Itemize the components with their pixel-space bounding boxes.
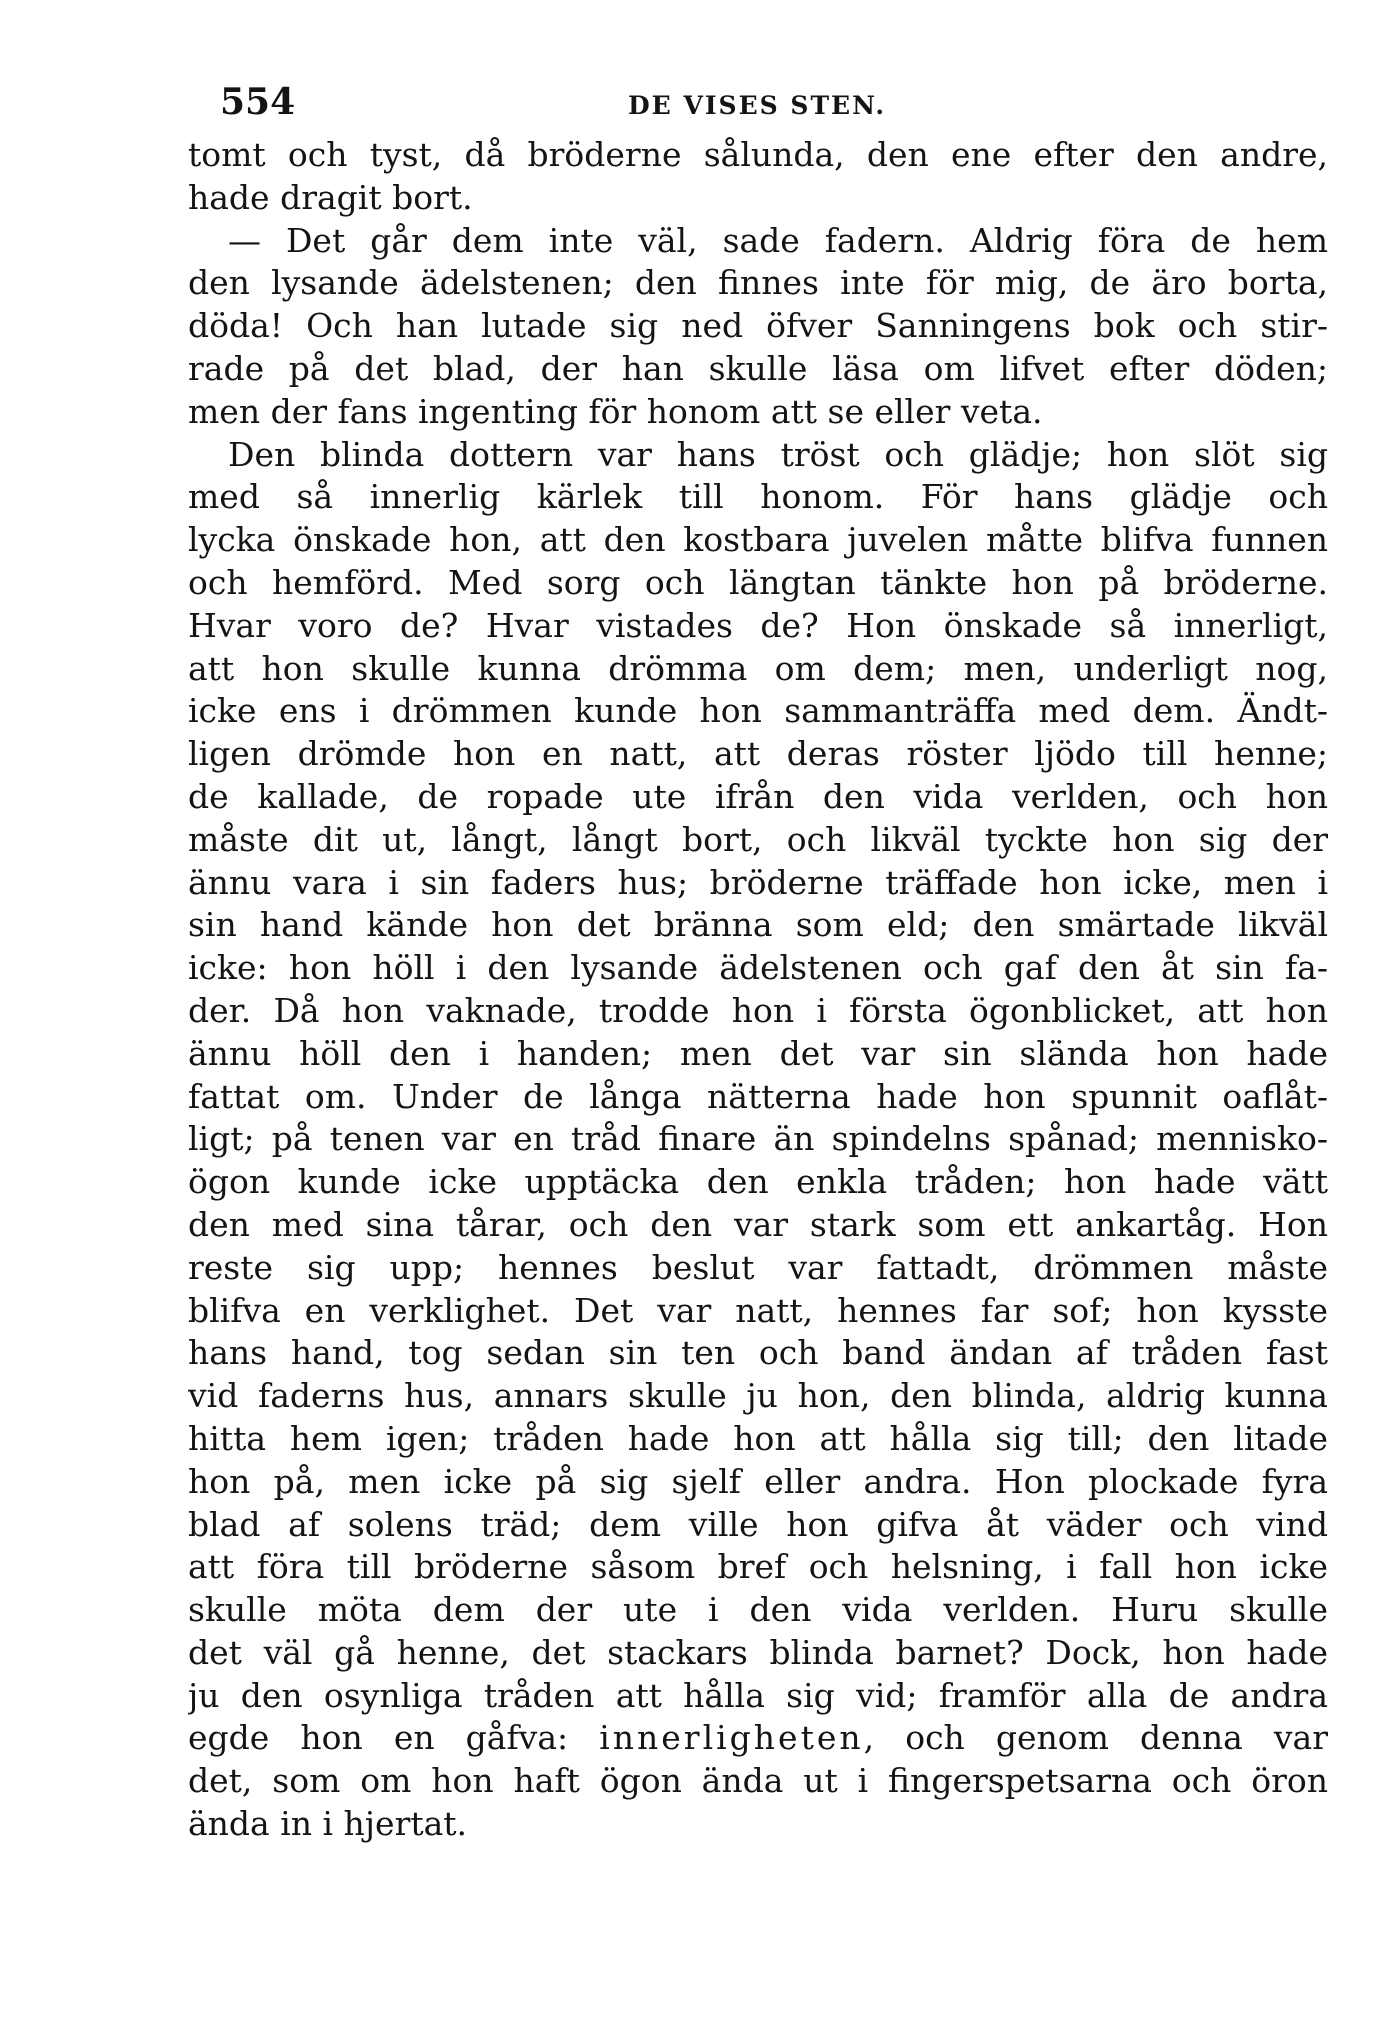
text-line: hitta hem igen; tråden hade hon att hålla sig till; den litade	[188, 1418, 1328, 1458]
text-line: det, som om hon haft ögon ända ut i fingerspetsarna och öron	[188, 1761, 1328, 1801]
text-line: ännu höll den i handen; men det var sin slända hon hade	[188, 1033, 1328, 1073]
text-line: ända in i hjertat.	[188, 1804, 468, 1844]
text-line: ligen drömde hon en natt, att deras röster ljödo till henne;	[188, 734, 1328, 774]
text-fragment: , och genom denna var	[863, 1718, 1328, 1758]
text-line: det väl gå henne, det stackars blinda barnet? Dock, hon hade	[188, 1632, 1328, 1672]
text-line: reste sig upp; hennes beslut var fattadt, drömmen måste	[188, 1247, 1328, 1287]
text-line: hon på, men icke på sig sjelf eller andra. Hon plockade fyra	[188, 1461, 1328, 1501]
text-line: der. Då hon vaknade, trodde hon i första ögonblicket, att hon	[188, 990, 1328, 1030]
text-line: och hemförd. Med sorg och längtan tänkte hon på bröderne.	[188, 562, 1328, 602]
text-line: lycka önskade hon, att den kostbara juvelen måtte blifva funnen	[188, 520, 1328, 560]
text-line: Hvar voro de? Hvar vistades de? Hon önskade så innerligt,	[188, 605, 1328, 645]
text-line: blad af solens träd; dem ville hon gifva åt väder och vind	[188, 1504, 1328, 1544]
text-line: icke ens i drömmen kunde hon sammanträffa med dem. Ändt-	[188, 691, 1328, 731]
book-page	[188, 72, 1328, 1844]
page-number: 554	[220, 81, 296, 123]
text-line: sin hand kände hon det bränna som eld; den smärtade likväl	[188, 905, 1328, 945]
text-line: tomt och tyst, då bröderne sålunda, den ene efter den andre,	[188, 135, 1328, 174]
text-line: men der fans ingenting för honom att se eller veta.	[188, 391, 1043, 431]
text-line: hade dragit bort.	[188, 177, 473, 217]
text-line: fattat om. Under de långa nätterna hade hon spunnit oaflåt-	[188, 1076, 1328, 1116]
text-line: de kallade, de ropade ute ifrån den vida verlden, och hon	[188, 776, 1328, 816]
text-line: rade på det blad, der han skulle läsa om lifvet efter döden;	[188, 348, 1328, 388]
text-line: med så innerlig kärlek till honom. För hans glädje och	[188, 477, 1328, 517]
text-line	[188, 1717, 1328, 1760]
text-line: skulle möta dem der ute i den vida verlden. Huru skulle	[188, 1590, 1328, 1630]
running-head	[188, 72, 1328, 132]
body-text	[188, 134, 1328, 1846]
text-line: den med sina tårar, och den var stark som ett ankartåg. Hon	[188, 1204, 1328, 1244]
text-fragment: egde hon en gåfva:	[188, 1718, 600, 1758]
text-line: döda! Och han lutade sig ned öfver Sanningens bok och stir-	[188, 306, 1328, 346]
text-line: vid faderns hus, annars skulle ju hon, den blinda, aldrig kunna	[188, 1376, 1328, 1416]
text-line: — Det går dem inte väl, sade fadern. Aldrig föra de hem	[228, 220, 1328, 260]
text-line: ligt; på tenen var en tråd finare än spindelns spånad; mennisko-	[188, 1119, 1328, 1159]
text-line: ögon kunde icke upptäcka den enkla tråden; hon hade vätt	[188, 1162, 1328, 1202]
text-line: måste dit ut, långt, långt bort, och likväl tyckte hon sig der	[188, 819, 1328, 859]
text-line: att föra till bröderne såsom bref och helsning, i fall hon icke	[188, 1547, 1328, 1587]
text-line: Den blinda dottern var hans tröst och glädje; hon slöt sig	[228, 434, 1328, 474]
running-head-title: DE VISES STEN.	[628, 91, 887, 120]
emphasized-word: innerligheten	[599, 1718, 864, 1758]
text-line: ju den osynliga tråden att hålla sig vid; framför alla de andra	[188, 1675, 1328, 1715]
text-line: ännu vara i sin faders hus; bröderne träffade hon icke, men i	[188, 862, 1328, 902]
text-line: att hon skulle kunna drömma om dem; men, underligt nog,	[188, 648, 1328, 688]
text-line: hans hand, tog sedan sin ten och band ändan af tråden fast	[188, 1333, 1328, 1373]
text-line: blifva en verklighet. Det var natt, hennes far sof; hon kysste	[188, 1290, 1328, 1330]
text-line: icke: hon höll i den lysande ädelstenen och gaf den åt sin fa-	[188, 948, 1328, 988]
text-line: den lysande ädelstenen; den finnes inte för mig, de äro borta,	[188, 263, 1328, 303]
